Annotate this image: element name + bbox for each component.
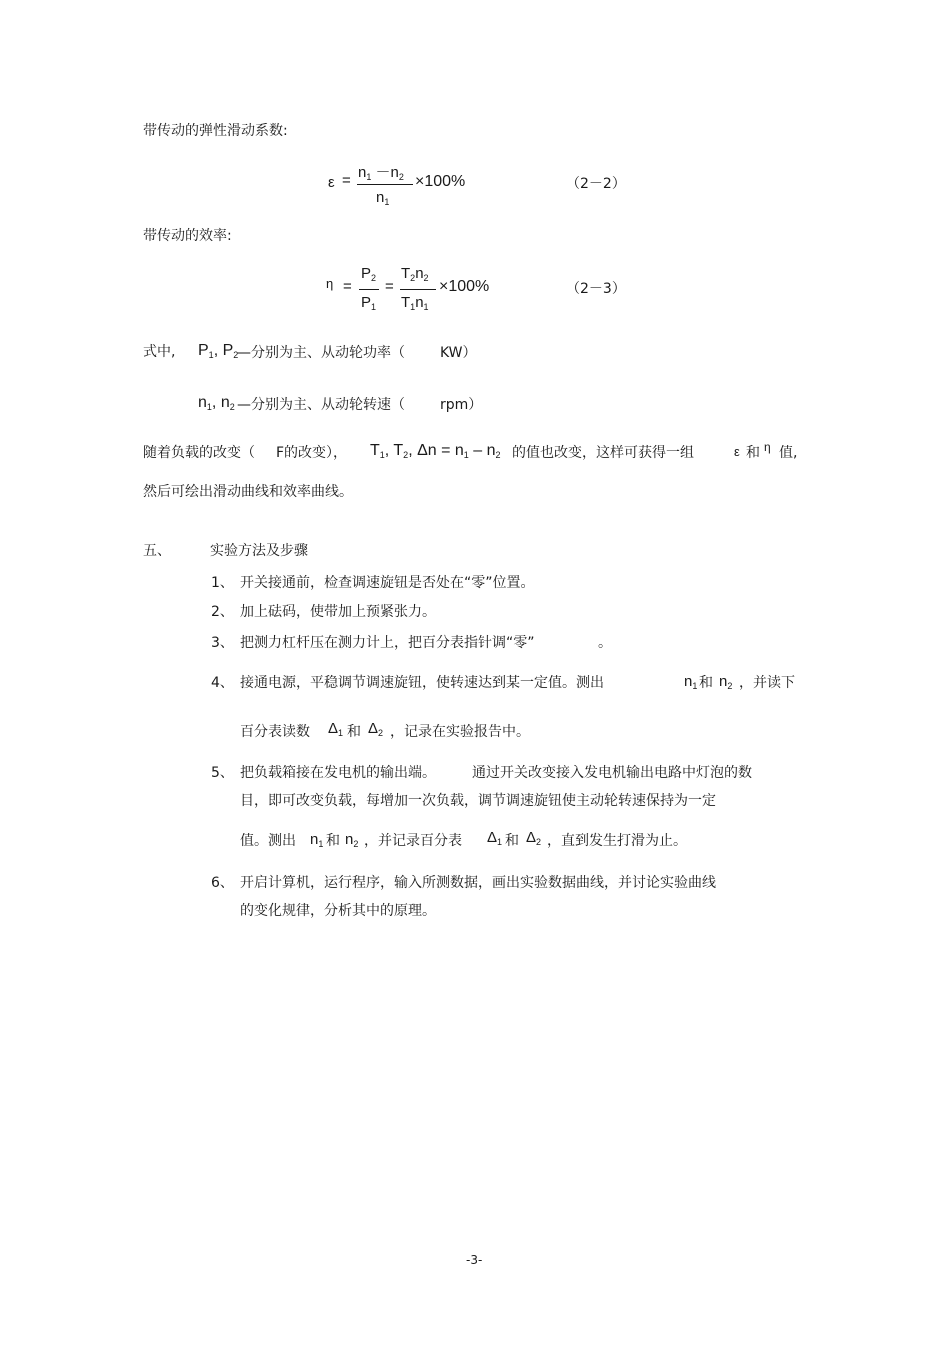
step-4-n1: $n_1$ — [684, 673, 698, 691]
step-5-text3: 值。测出 — [240, 833, 296, 849]
step-5-text4: ，并记录百分表 — [364, 833, 462, 849]
load-text-d: 值, — [779, 445, 798, 461]
step-2-number: 2、 — [211, 604, 234, 620]
step-3-end: 。 — [598, 635, 612, 651]
step-5-and: 和 — [326, 833, 340, 849]
step-4-delta1: $\Delta_1$ — [328, 720, 344, 738]
eq2-num1: $P_2$ — [361, 265, 377, 283]
text-line-efficiency: 带传动的效率: — [143, 228, 232, 244]
load-text-a: 随着负载的改变（ — [143, 445, 255, 461]
eq1-number: （2－2） — [566, 176, 626, 192]
step-4-text3: 百分表读数 — [240, 724, 310, 740]
step-5-n2: $n_2$ — [345, 831, 359, 849]
symbol-n1-n2: $n_1$, $n_2$ — [198, 394, 235, 412]
step-4-and2: 和 — [347, 724, 361, 740]
load-text-b: F的改变）， — [276, 445, 348, 461]
step-6-text2: 的变化规律，分析其中的原理。 — [240, 903, 436, 919]
eq-equals: = — [342, 172, 351, 189]
step-4-text: 接通电源，平稳调节调速旋钮，使转速达到某一定值。测出 — [240, 675, 604, 691]
eq2-fraction-bar-2 — [400, 289, 436, 290]
step-5-number: 5、 — [211, 765, 234, 781]
power-desc: —分别为主、从动轮功率（ — [237, 345, 405, 361]
where-prefix: 式中, — [143, 344, 176, 360]
step-4-number: 4、 — [211, 675, 234, 691]
symbol-eta: η — [764, 440, 771, 454]
step-2-text: 加上砝码，使带加上预紧张力。 — [240, 604, 436, 620]
eq-epsilon: ε — [328, 174, 335, 191]
eq2-den2: $T_1n_1$ — [401, 294, 429, 312]
speed-unit: rpm） — [440, 397, 483, 413]
eq1-fraction-bar — [357, 184, 413, 185]
step-5-text2: 目，即可改变负载，每增加一次负载，调节调速旋钮使主动轮转速保持为一定 — [240, 793, 716, 809]
step-5-text: 把负载箱接在发电机的输出端。 — [240, 765, 436, 781]
step-5-and2: 和 — [505, 833, 519, 849]
load-and: 和 — [746, 445, 760, 461]
eq1-denominator: $n_1$ — [376, 189, 390, 207]
eq2-fraction-bar-1 — [359, 289, 379, 290]
step-4-n2: $n_2$ — [719, 673, 733, 691]
symbol-p1-p2: $P_1$, $P_2$ — [198, 342, 239, 360]
eq2-num2: $T_2n_2$ — [401, 265, 429, 283]
step-5-delta1: $\Delta_1$ — [487, 829, 503, 847]
step-4-delta2: $\Delta_2$ — [368, 720, 384, 738]
eq1-tail: ×100% — [415, 173, 466, 190]
load-text-c: 的值也改变，这样可获得一组 — [512, 445, 694, 461]
speed-desc: —分别为主、从动轮转速（ — [237, 397, 405, 413]
power-unit: KW） — [440, 345, 477, 361]
step-4-and: 和 — [699, 675, 713, 691]
step-5-n1: $n_1$ — [310, 831, 324, 849]
step-3-number: 3、 — [211, 635, 234, 651]
step-1-number: 1、 — [211, 575, 234, 591]
section-title: 实验方法及步骤 — [210, 543, 308, 559]
text-line-slip-coefficient: 带传动的弹性滑动系数: — [143, 123, 288, 139]
step-6-text: 开启计算机，运行程序，输入所测数据，画出实验数据曲线，并讨论实验曲线 — [240, 875, 716, 891]
section-number: 五、 — [143, 543, 171, 559]
step-5-text-b: 通过开关改变接入发电机输出电路中灯泡的数 — [472, 765, 752, 781]
eq2-tail: ×100% — [439, 278, 490, 295]
step-1-text: 开关接通前，检查调速旋钮是否处在“零”位置。 — [240, 575, 535, 591]
step-4-text2: ，并读下 — [739, 675, 795, 691]
eq2-number: （2－3） — [566, 281, 626, 297]
eq-eta: η — [326, 276, 334, 291]
load-text-e: 然后可绘出滑动曲线和效率曲线。 — [143, 484, 353, 500]
step-6-number: 6、 — [211, 875, 234, 891]
step-3-text: 把测力杠杆压在测力计上，把百分表指针调“零” — [240, 635, 535, 651]
step-4-text4: ，记录在实验报告中。 — [390, 724, 530, 740]
step-5-text5: ，直到发生打滑为止。 — [547, 833, 687, 849]
symbol-t1-t2-dn: $T_1$, $T_2$, $\Delta n = n_1 - n_2$ — [370, 442, 501, 460]
eq2-equals-2: = — [385, 278, 394, 295]
eq2-den1: $P_1$ — [361, 294, 377, 312]
symbol-epsilon: ε — [734, 444, 740, 459]
page-number: -3- — [466, 1253, 483, 1267]
eq1-numerator: $n_1 -n_2$ — [358, 164, 404, 182]
step-5-delta2: $\Delta_2$ — [526, 829, 542, 847]
eq2-equals-1: = — [343, 278, 352, 295]
